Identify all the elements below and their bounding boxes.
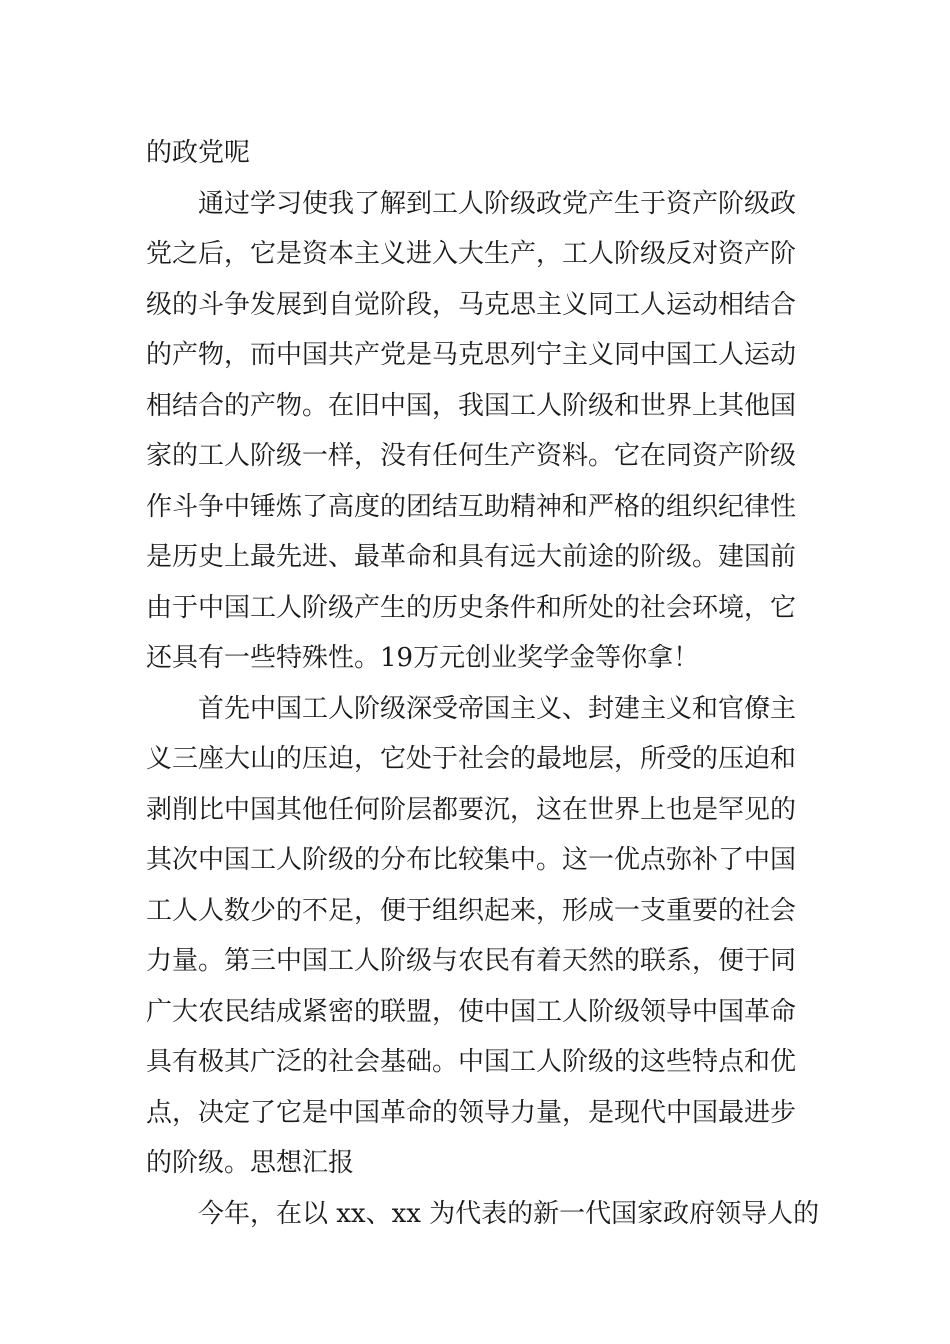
text-line: 级的斗争发展到自觉阶段，马克思主义同工人运动相结合 [146, 289, 797, 320]
text-line: 今年，在以 xx、xx 为代表的新一代国家政府领导人的 [198, 1198, 820, 1229]
text-line: 的产物，而中国共产党是马克思列宁主义同中国工人运动 [146, 340, 797, 370]
text-line: 义三座大山的压迫，它处于社会的最地层，所受的压迫和 [146, 744, 797, 774]
text-line: 家的工人阶级一样，没有任何生产资料。它在同资产阶级 [146, 441, 797, 471]
text-line: 首先中国工人阶级深受帝国主义、封建主义和官僚主 [198, 693, 797, 724]
text-line: 广大农民结成紧密的联盟，使中国工人阶级领导中国革命 [146, 996, 797, 1027]
text-line: 工人人数少的不足，便于组织起来，形成一支重要的社会 [146, 895, 797, 926]
text-line: 还具有一些特殊性。19万元创业奖学金等你拿！ [146, 643, 700, 673]
text-line: 通过学习使我了解到工人阶级政党产生于资产阶级政 [198, 188, 797, 219]
text-line: 点，决定了它是中国革命的领导力量，是现代中国最进步 [146, 1097, 797, 1128]
text-line: 是历史上最先进、最革命和具有远大前途的阶级。建国前 [146, 542, 797, 572]
text-line: 的政党呢 [146, 138, 251, 168]
text-line: 剥削比中国其他任何阶层都要沉，这在世界上也是罕见的 [146, 794, 797, 825]
text-line: 其次中国工人阶级的分布比较集中。这一优点弥补了中国 [146, 845, 797, 875]
text-line: 具有极其广泛的社会基础。中国工人阶级的这些特点和优 [146, 1047, 797, 1077]
text-line: 作斗争中锤炼了高度的团结互助精神和严格的组织纪律性 [146, 491, 797, 522]
text-line: 由于中国工人阶级产生的历史条件和所处的社会环境，它 [146, 592, 797, 623]
text-line: 力量。第三中国工人阶级与农民有着天然的联系，便于同 [146, 946, 797, 976]
text-line: 党之后，它是资本主义进入大生产，工人阶级反对资产阶 [146, 239, 797, 269]
body-text [146, 128, 820, 1239]
text-line: 相结合的产物。在旧中国，我国工人阶级和世界上其他国 [146, 390, 797, 421]
text-line: 的阶级。思想汇报 [146, 1148, 355, 1178]
